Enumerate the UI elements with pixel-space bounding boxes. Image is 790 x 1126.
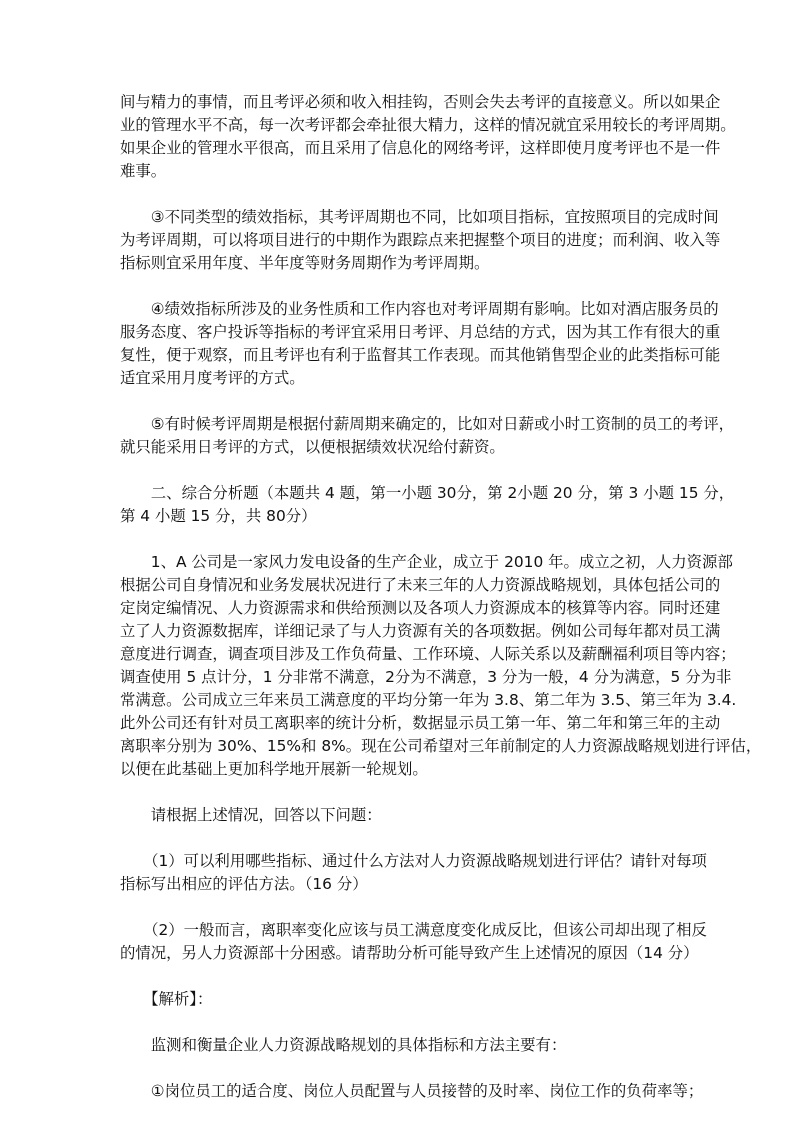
text-line: 请根据上述情况，回答以下问题： [120,806,382,824]
text-line: ⑤有时候考评周期是根据付薪周期来确定的，比如对日薪或小时工资制的员工的考评， [120,415,735,433]
text-line: ③不同类型的绩效指标，其考评周期也不同，比如项目指标，宜按照项目的完成时间 [120,208,719,226]
paragraph [120,206,721,275]
text-line: 如果企业的管理水平很高，而且采用了信息化的网络考评，这样即使月度考评也不是一件 [120,139,721,157]
text-line: 意度进行调查，调查项目涉及工作负荷量、工作环境、人际关系以及薪酬福利项目等内容； [120,645,736,663]
text-line: ④绩效指标所涉及的业务性质和工作内容也对考评周期有影响。比如对酒店服务员的 [120,300,719,318]
text-line: 复性，便于观察，而且考评也有利于监督其工作表现。而其他销售型企业的此类指标可能 [120,346,721,364]
document-page [120,91,762,1126]
text-line: 根据公司自身情况和业务发展状况进行了未来三年的人力资源战略规划，具体包括公司的 [120,576,721,594]
paragraph [120,804,700,827]
text-line: 为考评周期，可以将项目进行的中期作为跟踪点来把握整个项目的进度；而利润、收入等 [120,231,721,249]
text-line: 业的管理水平不高，每一次考评都会牵扯很大精力，这样的情况就宜采用较长的考评周期。 [120,116,736,134]
text-line: 此外公司还有针对员工离职率的统计分析，数据显示员工第一年、第二年和第三年的主动 [120,714,721,732]
paragraph [120,91,736,183]
text-line: 以便在此基础上更加科学地开展新一轮规划。 [120,760,428,778]
paragraph [120,850,707,896]
text-line: ①岗位员工的适合度、岗位人员配置与人员接替的及时率、岗位工作的负荷率等； [120,1082,704,1100]
paragraph [120,482,735,528]
text-line: 1、A 公司是一家风力发电设备的生产企业，成立于 2010 年。成立之初，人力资源部 [120,553,733,571]
text-line: （2）一般而言，离职率变化应该与员工满意度变化成反比，但该公司却出现了相反 [120,921,707,939]
text-line: 间与精力的事情，而且考评必须和收入相挂钩，否则会失去考评的直接意义。所以如果企 [120,93,721,111]
text-line: 离职率分别为 30%、15%和 8%。现在公司希望对三年前制定的人力资源战略规划进行评估， [120,737,762,755]
paragraph [120,551,762,781]
text-line: 指标写出相应的评估方法。（16 分） [120,875,368,893]
text-line: （1）可以利用哪些指标、通过什么方法对人力资源战略规划进行评估？请针对每项 [120,852,707,870]
text-line: 【解析】： [120,990,213,1008]
text-line: 调查使用 5 点计分，1 分非常不满意，2分为不满意，3 分为一般，4 分为满意，5 分为非 [120,668,732,686]
text-line: 指标则宜采用年度、半年度等财务周期作为考评周期。 [120,254,490,272]
text-line: 就只能采用日考评的方式，以便根据绩效状况给付薪资。 [120,438,505,456]
text-line: 常满意。公司成立三年来员工满意度的平均分第一年为 3.8、第二年为 3.5、第三年为 3.4. [120,691,737,709]
text-line: 定岗定编情况、人力资源需求和供给预测以及各项人力资源成本的核算等内容。同时还建 [120,599,721,617]
text-line: 难事。 [120,162,167,180]
paragraph [120,298,721,390]
text-line: 第 4 小题 15 分，共 80分） [120,507,317,525]
text-line: 二、综合分析题（本题共 4 题，第一小题 30分，第 2小题 20 分，第 3 小题 15 分， [120,484,735,502]
paragraph [120,413,735,459]
text-line: 的情况，另人力资源部十分困惑。请帮助分析可能导致产生上述情况的原因（14 分） [120,944,699,962]
paragraph [120,1034,700,1057]
paragraph [120,1080,704,1103]
text-line: 立了人力资源数据库，详细记录了与人力资源有关的各项数据。例如公司每年都对员工满 [120,622,721,640]
text-line: 监测和衡量企业人力资源战略规划的具体指标和方法主要有： [120,1036,567,1054]
text-line: 适宜采用月度考评的方式。 [120,369,305,387]
paragraph [120,919,707,965]
text-line: 服务态度、客户投诉等指标的考评宜采用日考评、月总结的方式，因为其工作有很大的重 [120,323,721,341]
paragraph [120,988,700,1011]
